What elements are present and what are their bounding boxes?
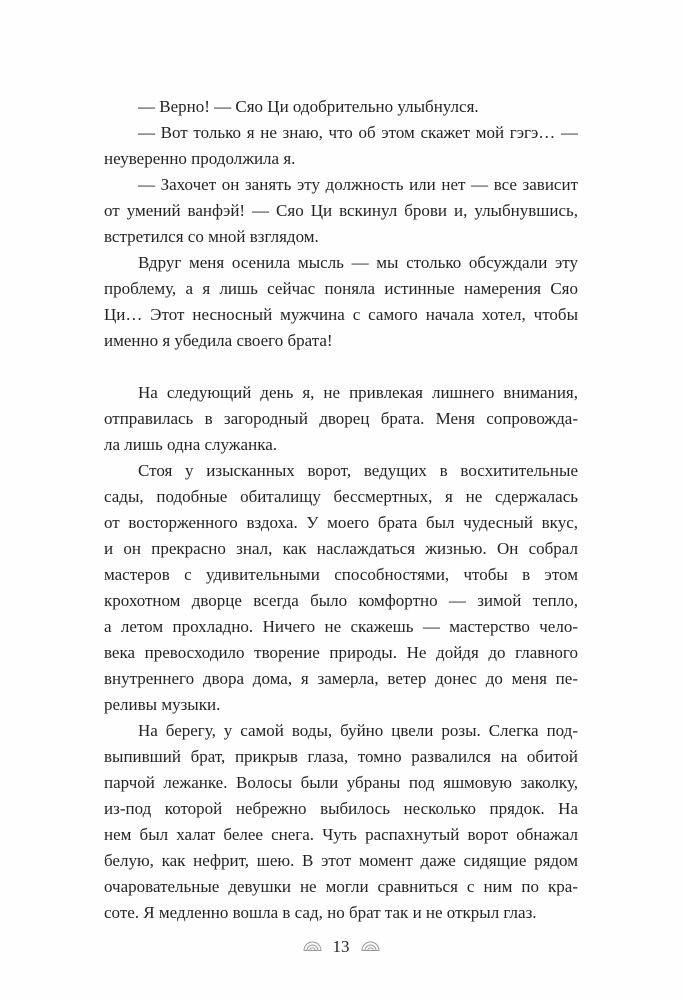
text-line: соте. Я медленно вошла в сад, но брат так и не открыл глаз. [104, 903, 537, 922]
text-line: внутреннего двора дома, я замерла, ветер донес до меня пе- [104, 669, 578, 688]
paragraph [104, 718, 578, 926]
page-number: 13 [332, 937, 350, 956]
text-line: — Захочет он занять эту должность или нет — все зависит [138, 175, 578, 194]
text-line: встретился со мной взглядом. [104, 227, 319, 246]
text-line: нем был халат белее снега. Чуть распахнутый ворот обнажал [104, 825, 578, 844]
page-text [104, 94, 578, 926]
text-line: Стоя у изысканных ворот, ведущих в восхитительные [138, 461, 578, 480]
paragraph [104, 458, 578, 718]
page-footer [0, 938, 682, 955]
text-line: — Верно! — Сяо Ци одобрительно улыбнулся. [138, 97, 479, 116]
text-line: реливы музыки. [104, 695, 221, 714]
text-line: Вдруг меня осенила мысль — мы столько обсуждали эту [138, 253, 578, 272]
text-line: неуверенно продолжила я. [104, 149, 296, 168]
text-line: сады, подобные обиталищу бессмертных, я не сдержалась [104, 487, 578, 506]
text-line: отправилась в загородный дворец брата. Меня сопровожда- [104, 409, 578, 428]
text-line: Ци… Этот несносный мужчина с самого начала хотел, чтобы [104, 305, 578, 324]
paragraph [104, 172, 578, 250]
text-line: из-под которой небрежно выбилось несколько прядок. На [104, 799, 578, 818]
text-line: а летом прохладно. Ничего не скажешь — мастерство чело- [104, 617, 578, 636]
text-line: парчой лежанке. Волосы были убраны под яшмовую заколку, [104, 773, 578, 792]
text-line: На берегу, у самой воды, буйно цвели розы. Слегка под- [138, 721, 578, 740]
text-line: белую, как нефрит, шею. В этот момент даже сидящие рядом [104, 851, 578, 870]
text-line: мастеров с удивительными способностями, чтобы в этом [104, 565, 578, 584]
arc-ornament-icon [361, 941, 380, 952]
paragraph [104, 380, 578, 458]
text-line: и он прекрасно знал, как наслаждаться жизнью. Он собрал [104, 539, 578, 558]
paragraph [104, 94, 578, 120]
text-line: века превосходило творение природы. Не дойдя до главного [104, 643, 578, 662]
text-line: от восторженного вздоха. У моего брата был чудесный вкус, [104, 513, 578, 532]
text-line: крохотном дворце всегда было комфортно — зимой тепло, [104, 591, 578, 610]
text-line: — Вот только я не знаю, что об этом скажет мой гэгэ… — [138, 123, 578, 142]
paragraph [104, 250, 578, 354]
text-line: именно я убедила своего брата! [104, 331, 333, 350]
paragraph [104, 120, 578, 172]
text-line: очаровательные девушки не могли сравниться с ним по кра- [104, 877, 578, 896]
text-line: На следующий день я, не привлекая лишнего внимания, [138, 383, 578, 402]
text-line: от умений ванфэй! — Сяо Ци вскинул брови и, улыбнувшись, [104, 201, 578, 220]
text-line: проблему, а я лишь сейчас поняла истинные намерения Сяо [104, 279, 578, 298]
text-line: ла лишь одна служанка. [104, 435, 277, 454]
text-line: выпивший брат, прикрыв глаза, томно развалился на обитой [104, 747, 578, 766]
arc-ornament-icon [303, 941, 322, 952]
